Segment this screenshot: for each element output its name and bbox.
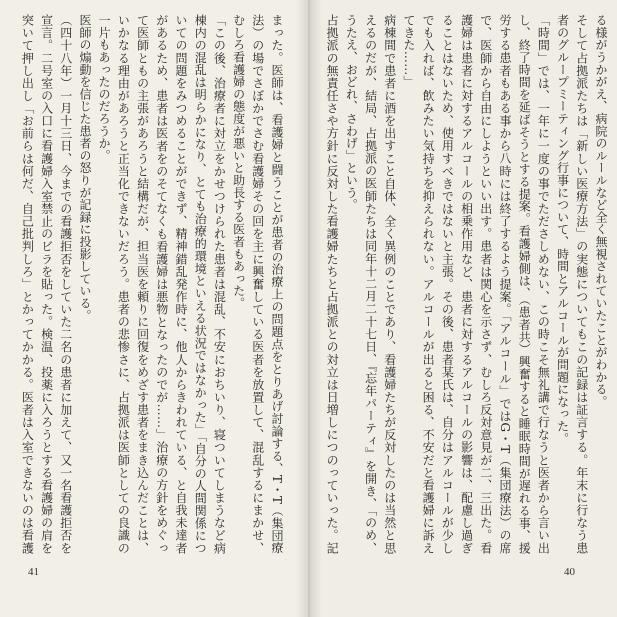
paragraph: 医師の煽動を信じた患者の怒りが記録に投影している。 [77,14,92,322]
paragraph: る様がうかがえ、病院のルールなど全く無視されていたことがわかる。 [594,14,608,408]
paragraph: まった。医師は、看護婦と闘うことが患者の治療上の問題点をとりあげ討論する、T・T（集団療法）の場でさぼかでさむ看護婦その回を主に興奮している医者を放置して、混乱するにまかせ、むしろ看護婦の態度が悪いと助長する医者もあった。 [231,14,284,554]
paragraph: 占拠派の無責任さや方針に反対した看護婦たちと占拠派との対立は日増しにつのっていった。記 [325,14,340,554]
page-number: 40 [564,566,575,578]
right-page-text [325,14,610,554]
book-gutter [296,0,322,617]
paragraph: 「時間」では、一年に一度の事でたださしめない、この時こそ無礼講で行なうと医者から言い出し、終了時間を延ばそうとする提案。看護婦側は、（患者共）興奮すると睡眠時間が遅れる事、援労する患者もある事から八時には終了するよう提案。「アルコール」ではG・T（集団療法）の席で、医師から自由にしようといい出す。患者は関心を示さず、むしろ反対意見が二、三出た。看護婦は患者に対するアルコールの相乗作用など、患者に対するアルコールの影響は、配慮し過ぎることはないため、使用すべきではないと主張。その後、患者某氏は、自分はアルコールが少しでも入れば、飲みたい気持ちを抑えられない。アルコールが出ると困る、不安だと看護婦に訴えてきた……」 [401,14,551,554]
page-number: 41 [28,566,39,578]
left-page-text [16,14,286,554]
paragraph: 「この後、治療者に対立をかせつけられた患者は混乱、不安におちいり、寝ついてしまうなど病棟内の混乱は明らかになり、とても治療的環境といえる状況ではなかった」「自分の人間関係についての問題をみつめることができず、精神錯乱発作時に、他人からきわれている、と自我未達者があるため、患者は医者をのそてなくも看護婦は悪物となったのでが……」治療の方針をめぐって医師ともの主張があろうと結構だが、担当医を頼りに回復をめざす患者をまき込んだことは、いかなる理由があろうと正当化できないだろう。患者の悲惨さに、占拠派は医師としての良識の一片もあったのだろうか。 [97,14,227,554]
paragraph: そして占拠派たちは「新しい医療方法」の実態についてもこの記録は証言する。年末に行なう患者のグループミーティング行事について、時間とアルコールが問題になった。 [555,14,589,554]
paragraph: （四十八年）一月十三日、今までの看護拒否をしていた二名の患者に加えて、又一名看護拒否を宣言。二号室の入口に看護婦入室禁止のビラを貼った。検温、投薬に入ろうとする看護婦の肩を突いて押し出し「お前らは何だ、自己批判しろ」とかってかかる。医者は入室できないのは看護 [20,14,73,554]
left-page [0,0,308,617]
paragraph: 病棟間で患者に酒を出すこと自体、全く異例のことであり、看護婦たちが反対したのは当然と思えるのだが、結局、占拠派の医師たちは同年十二月二十七日、『忘年パーティ』を開き、「のめ、うたえ、おどれ、さわげ」という。 [344,14,397,554]
right-page [309,0,617,617]
